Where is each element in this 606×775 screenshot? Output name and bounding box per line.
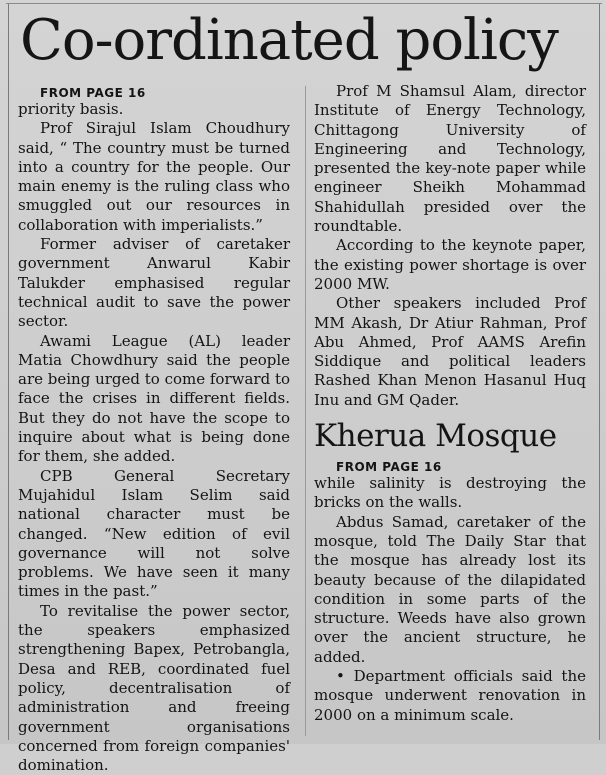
main-paragraph-2: Prof Sirajul Islam Choudhury said, “ The country must be turned into a country for the people. Our main enemy is the ruling class who smuggled out our resources in collaboration with imperialists.” — [18, 119, 290, 234]
second-kicker: FROM PAGE 16 — [336, 460, 442, 475]
second-paragraph-2: Abdus Samad, caretaker of the mosque, told The Daily Star that the mosque has already lost its beauty because of the dilapidated condition in some parts of the structure. Weeds have also grown over the ancient structure, he added. — [314, 512, 586, 666]
main-paragraph-8: According to the keynote paper, the existing power shortage is over 2000 MW. — [314, 236, 586, 293]
main-paragraph-9: Other speakers included Prof MM Akash, Dr Atiur Rahman, Prof Abu Ahmed, Prof AAMS Arefin Siddique and political leaders Rashed Khan Menon Hasanul Huq Inu and GM Qader. — [314, 294, 586, 409]
main-paragraph-1: priority basis. — [18, 100, 124, 118]
main-paragraph-6: To revitalise the power sector, the speakers emphasized strengthening Bapex, Petrobangla, Desa and REB, coordinated fuel policy, decentralisation of administration and freeing government organisations concerned from foreign companies' domination. — [18, 601, 290, 775]
main-paragraph-4: Awami League (AL) leader Matia Chowdhury said the people are being urged to come forward to face the crises in different fields. But they do not have the scope to inquire about what is being done for them, she added. — [18, 331, 291, 466]
left-border-rule — [8, 4, 9, 740]
main-paragraph-3: Former adviser of caretaker government Anwarul Kabir Talukder emphasised regular technical audit to save the power sector. — [18, 235, 290, 331]
main-paragraph-5: CPB General Secretary Mujahidul Islam Selim said national character must be changed. “New edition of evil governance will not solve problems. We have seen it many times in the past.” — [18, 466, 290, 601]
column-divider — [305, 86, 306, 736]
left-column — [18, 86, 290, 775]
main-paragraph-7: Prof M Shamsul Alam, director Institute of Energy Technology, Chittagong University of Engineering and Technology, presented the key-note paper while engineer Sheikh Mohammad Shahidullah presided over the roundtable. — [314, 82, 586, 236]
main-kicker: FROM PAGE 16 — [40, 86, 146, 100]
second-headline: Kherua Mosque — [314, 418, 557, 455]
main-headline: Co-ordinated policy — [20, 8, 558, 73]
right-border-rule — [599, 4, 600, 740]
second-paragraph-3: • Department officials said the mosque underwent renovation in 2000 on a minimum scale. — [314, 667, 586, 724]
right-column — [314, 82, 586, 725]
second-paragraph-1: while salinity is destroying the bricks on the walls. — [314, 474, 586, 512]
